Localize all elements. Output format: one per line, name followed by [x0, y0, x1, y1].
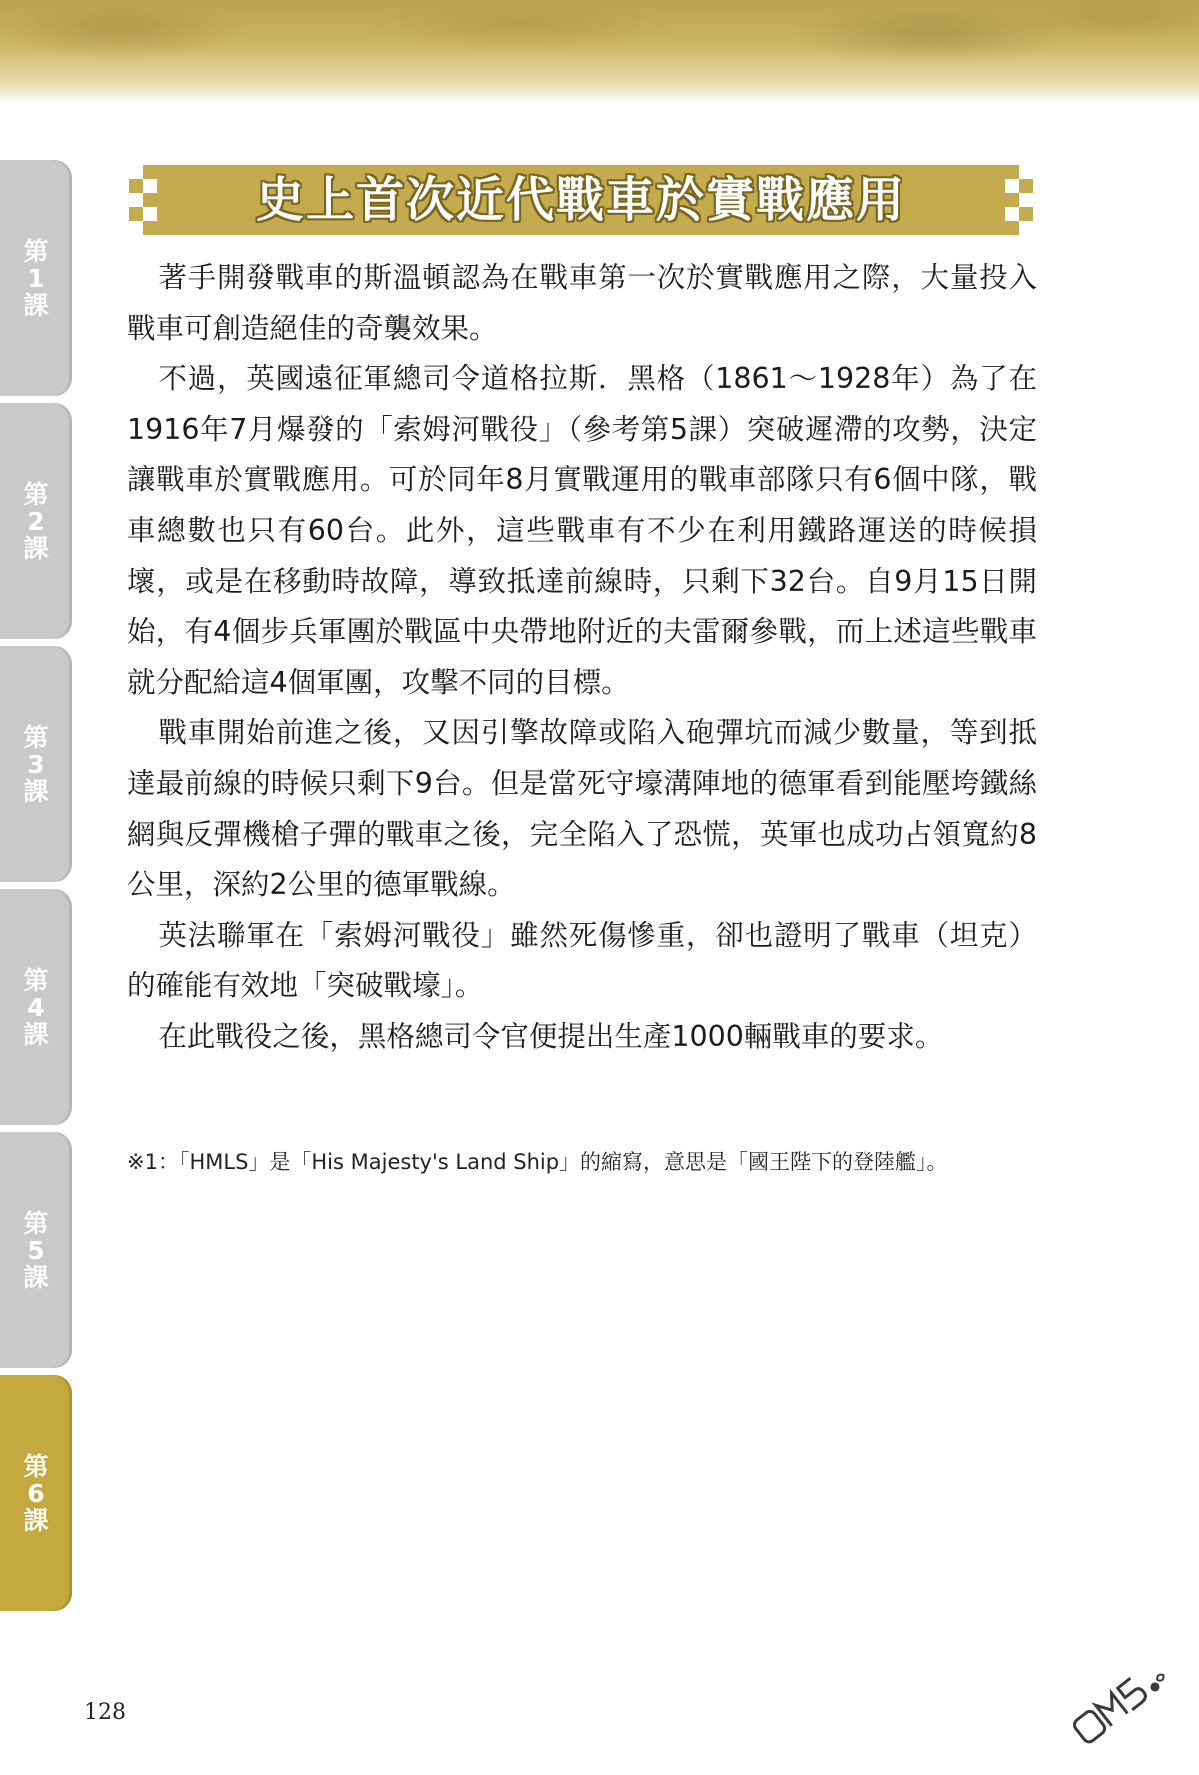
section-title: 史上首次近代戰車於實戰應用 [255, 172, 906, 228]
chapter-tab-suffix: 課 [23, 1506, 49, 1535]
footnote: ※1：「HMLS」是「His Majesty's Land Ship」的縮寫，意思是「國王陛下的登陸艦」。 [127, 1150, 948, 1174]
paragraph: 英法聯軍在「索姆河戰役」雖然死傷慘重，卻也證明了戰車（坦克）的確能有效地「突破戰壕」。 [127, 918, 1037, 1003]
chapter-tab-prefix: 第 [23, 480, 49, 509]
checker-ornament-right [993, 165, 1033, 235]
chapter-tab-3[interactable] [0, 646, 72, 882]
chapter-tab-4[interactable] [0, 889, 72, 1125]
chapter-tab-suffix: 課 [23, 777, 49, 806]
chapter-tab-number: 5 [27, 1236, 45, 1265]
paragraph: 在此戰役之後，黑格總司令官便提出生產1000輛戰車的要求。 [158, 1019, 944, 1053]
paragraph: 著手開發戰車的斯溫頓認為在戰車第一次於實戰應用之際，大量投入戰車可創造絕佳的奇襲效果。 [127, 261, 1037, 345]
chapter-tab-prefix: 第 [23, 1452, 49, 1481]
chapter-tab-suffix: 課 [23, 1020, 49, 1049]
paragraph: 戰車開始前進之後，又因引擎故障或陷入砲彈坑而減少數量，等到抵達最前線的時候只剩下9台。但是當死守壕溝陣地的德軍看到能壓垮鐵絲網與反彈機槍子彈的戰車之後，完全陷入了恐慌，英軍也成功占領寬約8公里，深約2公里的德軍戰線。 [127, 716, 1037, 902]
chapter-tab-prefix: 第 [23, 1209, 49, 1238]
chapter-tab-number: 3 [27, 750, 45, 779]
chapter-tab-1[interactable] [0, 160, 72, 396]
page-number: 128 [84, 1700, 126, 1725]
chapter-tab-5[interactable] [0, 1132, 72, 1368]
header-decoration [0, 0, 1199, 104]
chapter-tab-suffix: 課 [23, 1263, 49, 1292]
chapter-tab-prefix: 第 [23, 966, 49, 995]
chapter-tab-suffix: 課 [23, 534, 49, 563]
chapter-tab-prefix: 第 [23, 237, 49, 266]
chapter-tab-number: 4 [27, 993, 45, 1022]
section-heading-bar [129, 165, 1033, 235]
chapter-tab-number: 2 [27, 507, 45, 536]
chapter-tab-suffix: 課 [23, 291, 49, 320]
chapter-tab-2[interactable] [0, 403, 72, 639]
site-watermark-logo [1050, 1640, 1195, 1760]
chapter-tab-prefix: 第 [23, 723, 49, 752]
chapter-tab-6[interactable] [0, 1375, 72, 1611]
paragraph: 不過，英國遠征軍總司令道格拉斯．黑格（1861～1928年）為了在1916年7月爆發的「索姆河戰役」（參考第5課）突破遲滯的攻勢，決定讓戰車於實戰應用。可於同年8月實戰運用的戰車部隊只有6個中隊，戰車總數也只有60台。此外，這些戰車有不少在利用鐵路運送的時候損壞，或是在移動時故障，導致抵達前線時，只剩下32台。自9月15日開始，有4個步兵軍團於戰區中央帶地附近的夫雷爾參戰，而上述這些戰車就分配給這4個軍團，攻擊不同的目標。 [127, 362, 1037, 699]
chapter-tab-number: 6 [27, 1479, 45, 1508]
chapter-tab-number: 1 [27, 264, 45, 293]
article-body [127, 253, 1037, 1063]
